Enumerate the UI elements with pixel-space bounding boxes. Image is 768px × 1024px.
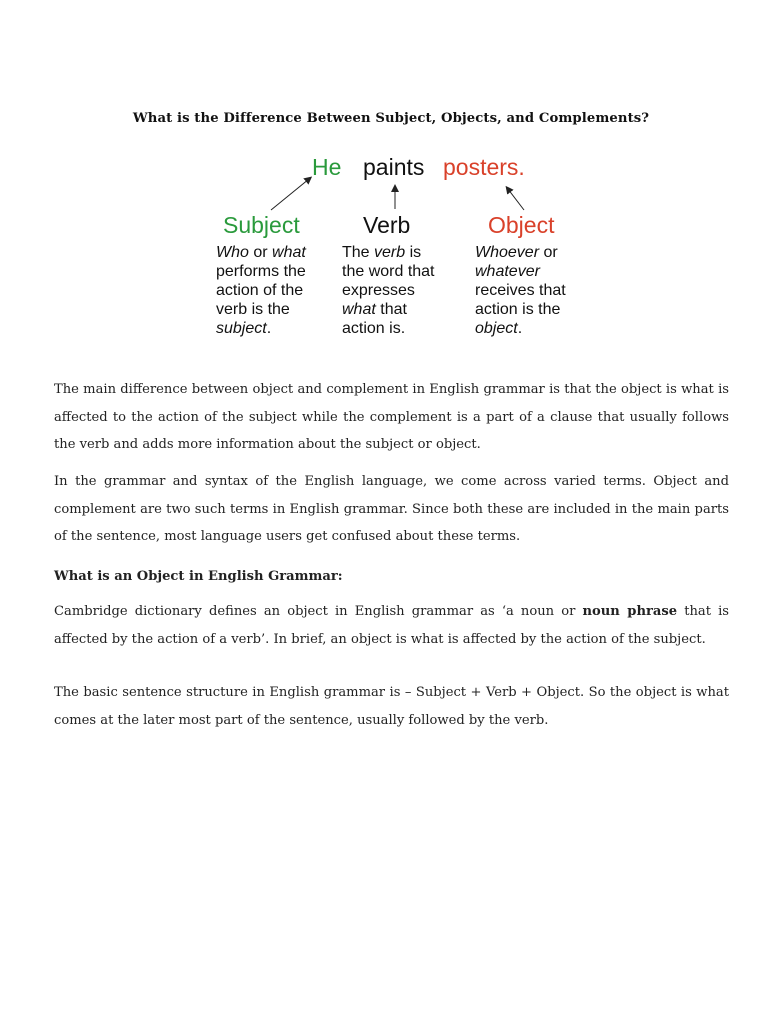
object-heading: Object [488,212,555,238]
section-heading-object: What is an Object in English Grammar: [54,569,343,584]
verb-description [342,243,435,338]
subject-desc-line: verb is the [216,301,290,318]
subject-desc-line: performs the [216,263,306,280]
object-desc-line: whatever [475,263,540,280]
object-description [475,243,566,338]
verb-desc-line: action is. [342,320,406,337]
object-desc-line: object. [475,320,523,337]
subject-desc-line: action of the [216,282,304,299]
verb-desc-line: The verb is [342,244,422,261]
object-desc-line: action is the [475,301,561,318]
paragraph-grammar-terms: In the grammar and syntax of the English language, we come across varied terms. Object and complement are two such terms in English grammar. Since both these are included in the main parts of the sentence, most language users get confused about these terms. [54,474,729,545]
subject-description [216,243,306,338]
paragraph-main-difference: The main difference between object and complement in English grammar is that the object is what is affected to the action of the subject while the complement is a part of a clause that usually follows the verb and adds more information about the subject or object. [54,382,729,453]
verb-desc-line: the word that [342,263,435,280]
object-arrow [508,189,524,210]
subject-heading: Subject [223,212,300,238]
grammar-figure [205,148,585,343]
verb-desc-line: expresses [342,282,415,299]
object-desc-line: Whoever or [475,244,558,261]
paragraph-sentence-structure: The basic sentence structure in English grammar is – Subject + Verb + Object. So the object is what comes at the later most part of the sentence, usually followed by the verb. [54,685,729,728]
sentence-object-word: posters. [443,154,525,180]
sentence-verb-word: paints [363,154,425,180]
noun-phrase-bold: noun phrase [582,604,678,619]
subject-desc-line: subject. [216,320,272,337]
subject-desc-line: Who or what [216,244,306,261]
sentence-subject-word: He [312,154,342,180]
subject-arrow [271,179,309,210]
document-title: What is the Difference Between Subject, Objects, and Complements? [132,111,650,126]
verb-desc-line: what that [342,301,407,318]
object-desc-line: receives that [475,282,566,299]
paragraph-cambridge-definition: Cambridge dictionary defines an object in English grammar as ‘a noun or noun phrase that is affected by the action of a verb’. In brief, an object is what is affected by the action of the subject. [54,604,729,647]
verb-heading: Verb [363,212,411,238]
